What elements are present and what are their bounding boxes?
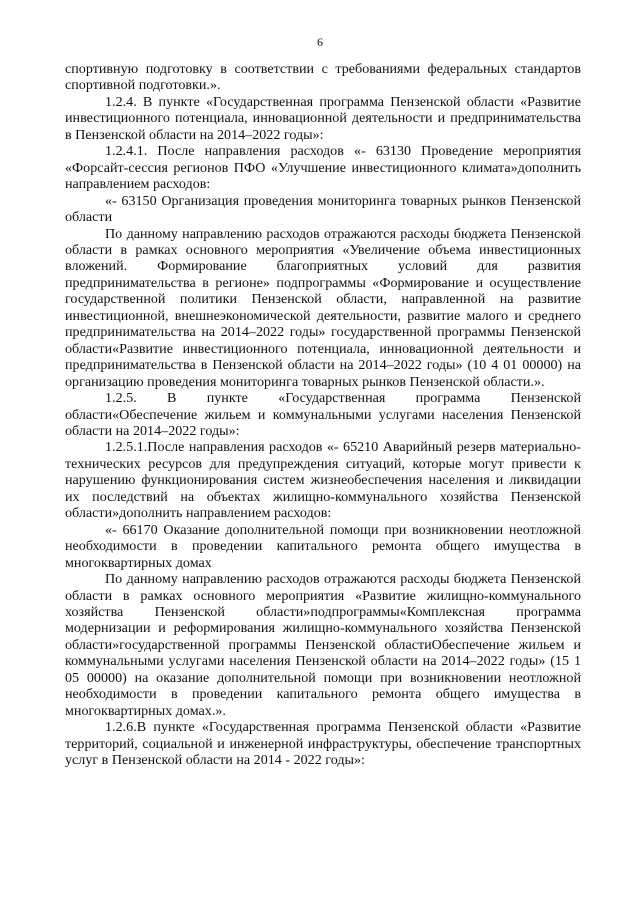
document-body <box>65 61 581 768</box>
paragraph-63150-heading: «- 63150 Организация проведения мониторинга товарных рынков Пензенской области <box>65 192 581 226</box>
paragraph-66170-description: По данному направлению расходов отражаются расходы бюджета Пензенской области в рамках основного мероприятия «Развитие жилищно-коммунального хозяйства Пензенской области»подпрограммы«Комплексная программа модернизации и реформирования жилищно-коммунального хозяйства Пензенской области»государственной программы Пензенской областиОбеспечение жильем и коммунальными услугами населения Пензенской области на 2014–2022 годы» (15 1 05 00000) на оказание дополнительной помощи при возникновении неотложной необходимости в проведении капитального ремонта общего имущества в многоквартирных домах.». <box>65 571 581 719</box>
paragraph-1-2-4: 1.2.4. В пункте «Государственная программа Пензенской области «Развитие инвестиционного потенциала, инновационной деятельности и предпринимательства в Пензенской области на 2014–2022 годы»: <box>65 93 581 143</box>
paragraph-1-2-6: 1.2.6.В пункте «Государственная программа Пензенской области «Развитие территорий, социальной и инженерной инфраструктуры, обеспечение транспортных услуг в Пензенской области на 2014 - 2022 годы»: <box>65 719 581 769</box>
page-number: 6 <box>317 35 323 49</box>
paragraph-1-2-4-1: 1.2.4.1. После направления расходов «- 63130 Проведение мероприятия «Форсайт-сессия регионов ПФО «Улучшение инвестиционного климата»дополнить направлением расходов: <box>65 143 581 193</box>
paragraph-1-2-5: 1.2.5. В пункте «Государственная программа Пензенской области«Обеспечение жильем и коммунальными услугами населения Пензенской области на 2014–2022 годы»: <box>65 390 581 439</box>
paragraph-continuation: спортивную подготовку в соответствии с требованиями федеральных стандартов спортивной подготовки.». <box>65 61 581 94</box>
paragraph-1-2-5-1: 1.2.5.1.После направления расходов «- 65210 Аварийный резерв материально-технических ресурсов для предупреждения ситуаций, которые могут привести к нарушению функционирования систем жизнеобеспечения населения и ликвидации их последствий на объектах жилищно-коммунального хозяйства Пензенской области»дополнить направлением расходов: <box>65 439 581 522</box>
paragraph-66170-heading: «- 66170 Оказание дополнительной помощи при возникновении неотложной необходимости в проведении капитального ремонта общего имущества в многоквартирных домах <box>65 521 581 571</box>
paragraph-63150-description: По данному направлению расходов отражаются расходы бюджета Пензенской области в рамках основного мероприятия «Увеличение объема инвестиционных вложений. Формирование благоприятных условий для развития предпринимательства в регионе» подпрограммы «Формирование и осуществление государственной политики Пензенской области, направленной на развитие инвестиционной, внешнеэкономической деятельности, развитие малого и среднего предпринимательства на 2014–2022 годы» государственной программы Пензенской области«Развитие инвестиционного потенциала, инновационной деятельности и предпринимательства в Пензенской области на 2014–2022 годы» (10 4 01 00000) на организацию проведения мониторинга товарных рынков Пензенской области.». <box>65 225 581 390</box>
